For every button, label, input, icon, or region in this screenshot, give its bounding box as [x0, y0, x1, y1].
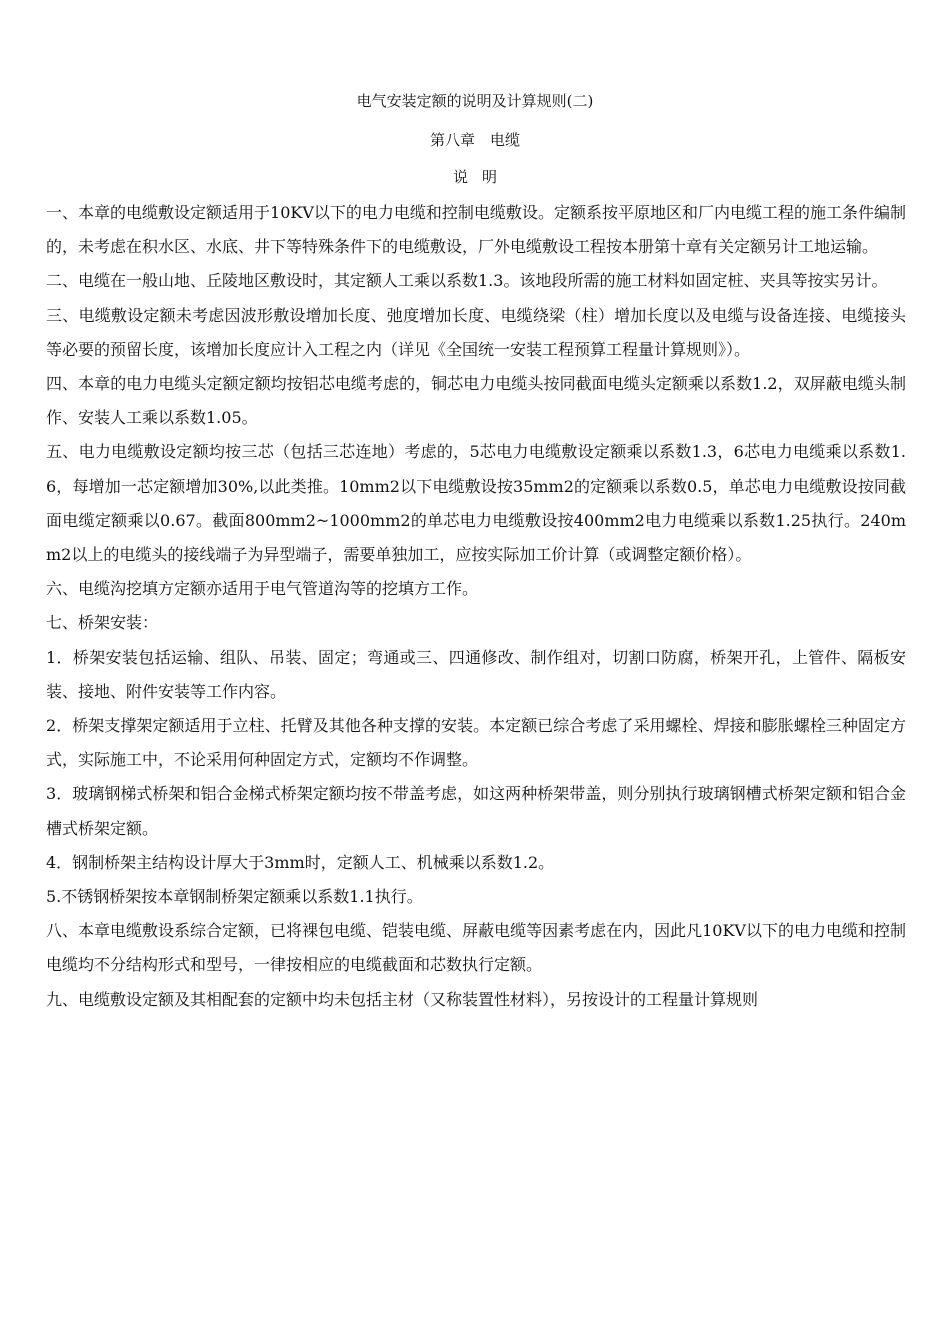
paragraph-2: 二、电缆在一般山地、丘陵地区敷设时，其定额人工乘以系数1.3。该地段所需的施工材料如固定桩、夹具等按实另计。 — [46, 271, 888, 291]
paragraph-1: 一、本章的电缆敷设定额适用于10KV以下的电力电缆和控制电缆敷设。定额系按平原地区和厂内电缆工程的施工条件编制的，未考虑在积水区、水底、井下等特殊条件下的电缆敷设，厂外电缆敷设工程按本册第十章有关定额另计工地运输。 — [46, 203, 906, 257]
paragraph-9: 九、电缆敷设定额及其相配套的定额中均未包括主材（又称装置性材料），另按设计的工程量计算规则 — [46, 989, 759, 1009]
list-item-3: 3．玻璃钢梯式桥架和铝合金梯式桥架定额均按不带盖考虑，如这两种桥架带盖，则分别执行玻璃钢槽式桥架定额和铝合金槽式桥架定额。 — [46, 784, 906, 838]
document-body — [46, 196, 906, 1017]
paragraph-6: 六、电缆沟挖填方定额亦适用于电气管道沟等的挖填方工作。 — [46, 579, 479, 599]
paragraph-4: 四、本章的电力电缆头定额定额均按铝芯电缆考虑的，铜芯电力电缆头按同截面电缆头定额乘以系数1.2，双屏蔽电缆头制作、安装人工乘以系数1.05。 — [46, 374, 906, 428]
document-title: 电气安装定额的说明及计算规则(二) — [356, 92, 594, 110]
section-heading: 说明 — [452, 168, 511, 186]
list-item-5: 5.不锈钢桥架按本章钢制桥架定额乘以系数1.1执行。 — [46, 887, 423, 907]
paragraph-8: 八、本章电缆敷设系综合定额，已将裸包电缆、铠装电缆、屏蔽电缆等因素考虑在内，因此凡10KV以下的电力电缆和控制电缆均不分结构形式和型号，一律按相应的电缆截面和芯数执行定额。 — [46, 921, 906, 975]
chapter-title: 第八章 电缆 — [429, 131, 520, 149]
list-item-4: 4．钢制桥架主结构设计厚大于3mm时，定额人工、机械乘以系数1.2。 — [46, 852, 555, 872]
list-item-2: 2．桥架支撑架定额适用于立柱、托臂及其他各种支撑的安装。本定额已综合考虑了采用螺栓、焊接和膨胀螺栓三种固定方式，实际施工中，不论采用何种固定方式，定额均不作调整。 — [46, 716, 906, 770]
paragraph-3: 三、电缆敷设定额未考虑因波形敷设增加长度、弛度增加长度、电缆绕梁（柱）增加长度以及电缆与设备连接、电缆接头等必要的预留长度，该增加长度应计入工程之内（详见《全国统一安装工程预算工程量计算规则》）。 — [46, 305, 906, 359]
list-item-1: 1．桥架安装包括运输、组队、吊装、固定；弯通或三、四通修改、制作组对，切割口防腐，桥架开孔，上管件、隔板安装、接地、附件安装等工作内容。 — [46, 647, 906, 701]
paragraph-7: 七、桥架安装： — [46, 613, 159, 633]
paragraph-5: 五、电力电缆敷设定额均按三芯（包括三芯连地）考虑的，5芯电力电缆敷设定额乘以系数1.3，6芯电力电缆乘以系数1.6，每增加一芯定额增加30%,以此类推。10mm2以下电缆敷设按35mm2的定额乘以系数0.5，单芯电力电缆敷设按同截面电缆定额乘以0.67。截面800mm2~1000mm2的单芯电力电缆敷设按400mm2电力电缆乘以系数1.25执行。240mm2以上的电缆头的接线端子为异型端子，需要单独加工，应按实际加工价计算（或调整定额价格）。 — [46, 442, 906, 565]
